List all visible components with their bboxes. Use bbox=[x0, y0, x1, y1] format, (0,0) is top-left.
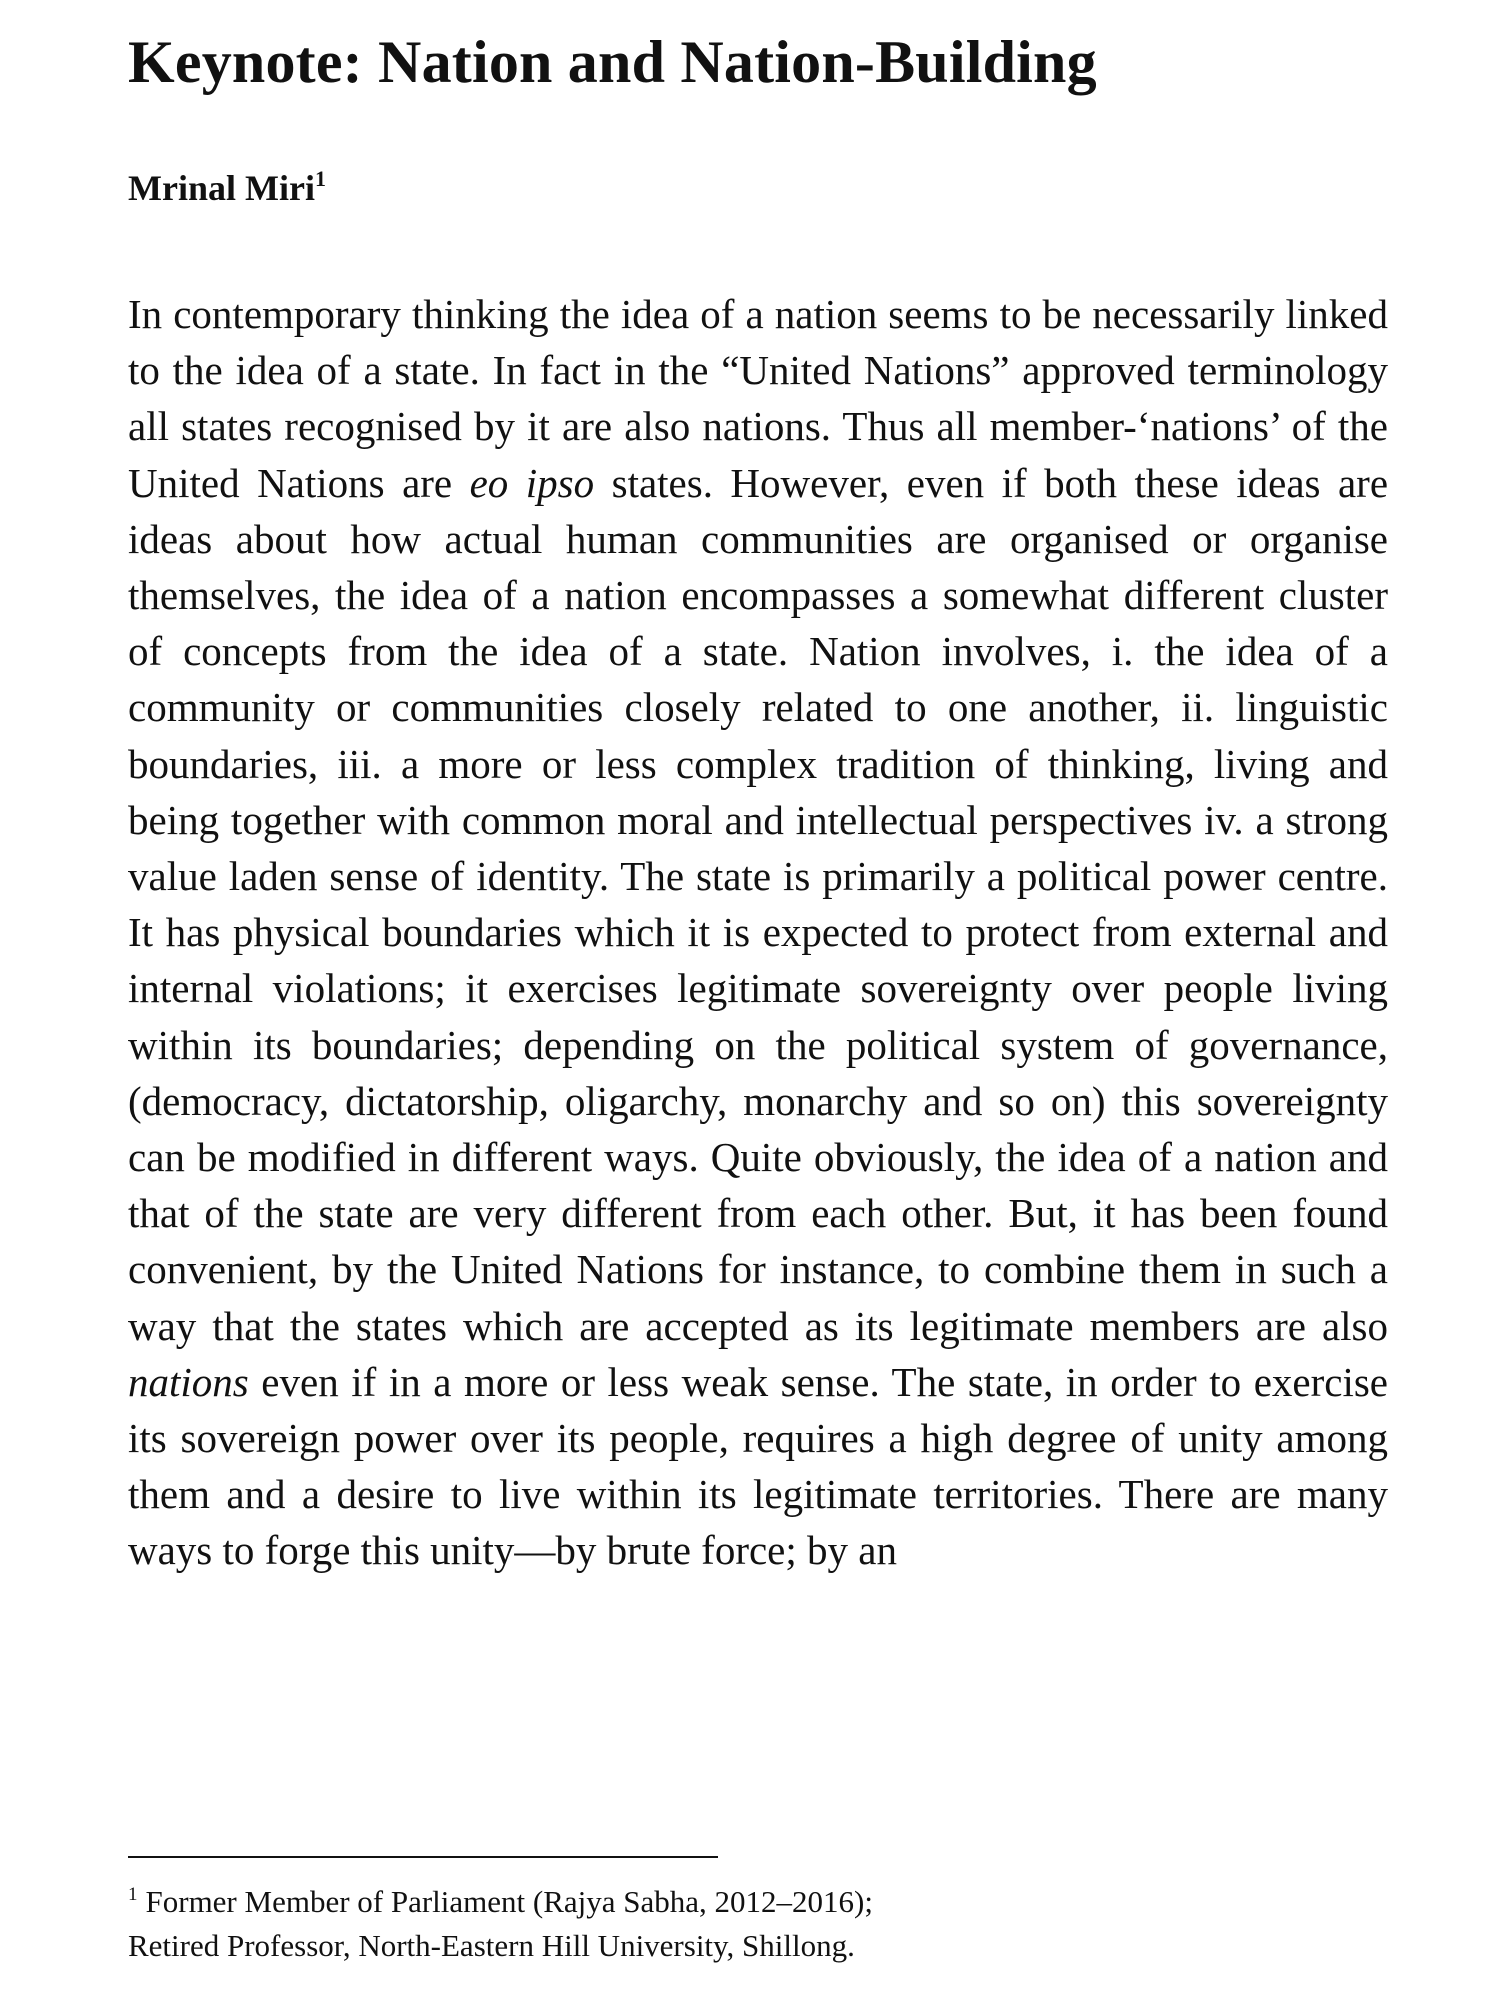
body-paragraph bbox=[128, 286, 1388, 1579]
author-line bbox=[128, 166, 1388, 210]
document-page bbox=[128, 24, 1388, 1579]
footnote-text-2: Retired Professor, North-Eastern Hill University, Shillong. bbox=[128, 1928, 855, 1963]
footnote-line-1 bbox=[128, 1880, 1228, 1924]
document-title: Keynote: Nation and Nation-Building bbox=[128, 29, 1097, 95]
author-name: Mrinal Miri bbox=[128, 168, 315, 208]
footnote-marker-author: 1 bbox=[314, 166, 326, 191]
footnote-text-1: Former Member of Parliament (Rajya Sabha, 2012–2016); bbox=[145, 1884, 873, 1919]
paragraph-text-3: even if in a more or less weak sense. The state, in order to exercise its sovereign power over its people, requires a high degree of unity among them and a desire to live within its legitimate territories. There are many ways to forge this unity—by brute force; by an bbox=[128, 1358, 1388, 1574]
paragraph-text-2: states. However, even if both these ideas are ideas about how actual human communities are organised or organise themselves, the idea of a nation encompasses a somewhat different cluster of concepts from the idea of a state. Nation involves, i. the idea of a community or communities closely related to one another, ii. linguistic boundaries, iii. a more or less complex tradition of thinking, living and being together with common moral and intellectual perspectives iv. a strong value laden sense of identity. The state is primarily a political power centre. It has physical boundaries which it is expected to protect from external and internal violations; it exercises legitimate sovereignty over people living within its boundaries; depending on the political system of governance, (democracy, dictatorship, oligarchy, monarchy and so on) this sovereignty can be modified in different ways. Quite obviously, the idea of a nation and that of the state are very different from each other. But, it has been found convenient, by the United Nations for instance, to combine them in such a way that the states which are accepted as its legitimate members are also bbox=[128, 459, 1389, 1349]
footnote-marker: 1 bbox=[128, 1884, 138, 1905]
paragraph-text-1: In contemporary thinking the idea of a nation seems to be necessarily linked to the idea of a state. In fact in the “United Nations” approved terminology all states recognised by it are also nations. Thus all member-‘nations’ of the United Nations are bbox=[128, 291, 1388, 506]
italic-term-nations: nations bbox=[128, 1358, 249, 1405]
footnote bbox=[128, 1880, 1228, 1968]
footnote-divider bbox=[128, 1856, 718, 1858]
italic-term-eo-ipso: eo ipso bbox=[469, 459, 595, 506]
